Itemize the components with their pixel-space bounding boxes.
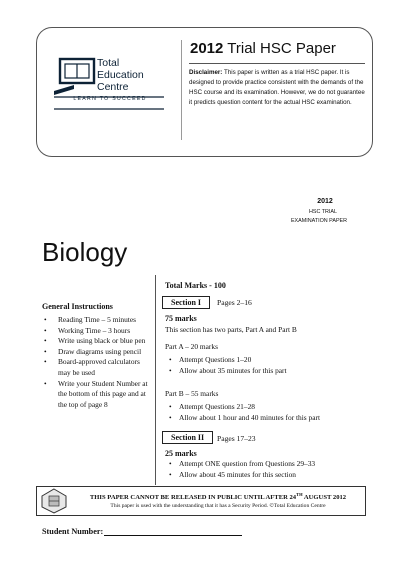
security-seal-icon	[40, 488, 68, 514]
part-a-list	[169, 355, 369, 376]
notice-text-sup: TH	[296, 492, 303, 497]
instructions-heading: General Instructions	[42, 302, 113, 311]
exam-year: 2012	[317, 198, 333, 205]
instruction-item: • Board-approved calculators may be used	[42, 357, 152, 378]
logo-tagline: LEARN TO SUCCEED	[73, 96, 147, 102]
exam-line-2: EXAMINATION PAPER	[290, 218, 348, 224]
part-a-item: • Attempt Questions 1–20	[169, 355, 369, 366]
part-b-list	[169, 402, 379, 423]
notice-text-pre: THIS PAPER CANNOT BE RELEASED IN PUBLIC UNTIL AFTER 24	[89, 494, 297, 502]
logo-line-1: Total	[97, 57, 120, 69]
title-rule	[189, 63, 365, 64]
instruction-item: • Draw diagrams using pencil	[42, 347, 152, 358]
instruction-item: • Reading Time – 5 minutes	[42, 315, 152, 326]
security-notice-line-1	[73, 492, 363, 501]
section-1-pages: Pages 2–16	[217, 298, 252, 307]
section-1-label: Section I	[162, 296, 210, 309]
exam-line-1: HSC TRIAL	[308, 209, 338, 215]
paper-title-text: Trial HSC Paper	[227, 40, 336, 57]
column-divider	[155, 275, 156, 485]
instruction-item: • Working Time – 3 hours	[42, 326, 152, 337]
logo-line-2: Education	[97, 69, 144, 81]
section-1-marks: 75 marks	[165, 314, 197, 323]
exam-id-block	[265, 198, 355, 226]
logo-line-3: Centre	[97, 81, 129, 93]
logo-text	[97, 57, 144, 93]
subject-title: Biology	[42, 237, 128, 267]
instruction-item: • Write your Student Number at the bottom of this page and at the top of page 8	[42, 379, 152, 411]
student-number-field[interactable]	[104, 535, 242, 536]
part-a-item: • Allow about 35 minutes for this part	[169, 366, 369, 377]
part-b-item: • Allow about 1 hour and 40 minutes for this part	[169, 413, 379, 424]
disclaimer	[189, 68, 367, 108]
total-marks: Total Marks - 100	[165, 281, 226, 290]
section-2-item: • Allow about 45 minutes for this section	[169, 470, 379, 481]
notice-text-post: AUGUST 2012	[302, 494, 347, 502]
part-a-title: Part A – 20 marks	[165, 342, 218, 351]
section-2-marks: 25 marks	[165, 449, 197, 458]
student-number-label: Student Number:	[42, 527, 104, 536]
paper-title	[190, 40, 336, 57]
instruction-item: • Write using black or blue pen	[42, 336, 152, 347]
section-2-pages: Pages 17–23	[217, 434, 256, 443]
header-divider	[181, 40, 182, 140]
paper-year: 2012	[190, 40, 224, 57]
part-b-item: • Attempt Questions 21–28	[169, 402, 379, 413]
disclaimer-text: This paper is written as a trial HSC paper. It is designed to provide practice consistent with the demands of the HSC course and its examination. However, we do not guarantee it predicts question content for the actual HSC examination.	[189, 69, 365, 106]
section-2-list	[169, 459, 379, 480]
part-b-title: Part B – 55 marks	[165, 389, 219, 398]
disclaimer-label: Disclaimer:	[189, 69, 223, 76]
security-notice-line-2: This paper is used with the understanding that it has a Security Period. ©Total Education Centre	[110, 503, 326, 509]
section-2-item: • Attempt ONE question from Questions 29–33	[169, 459, 379, 470]
section-1-desc: This section has two parts, Part A and Part B	[165, 325, 297, 334]
instructions-list	[42, 315, 152, 410]
section-2-label: Section II	[162, 431, 213, 444]
